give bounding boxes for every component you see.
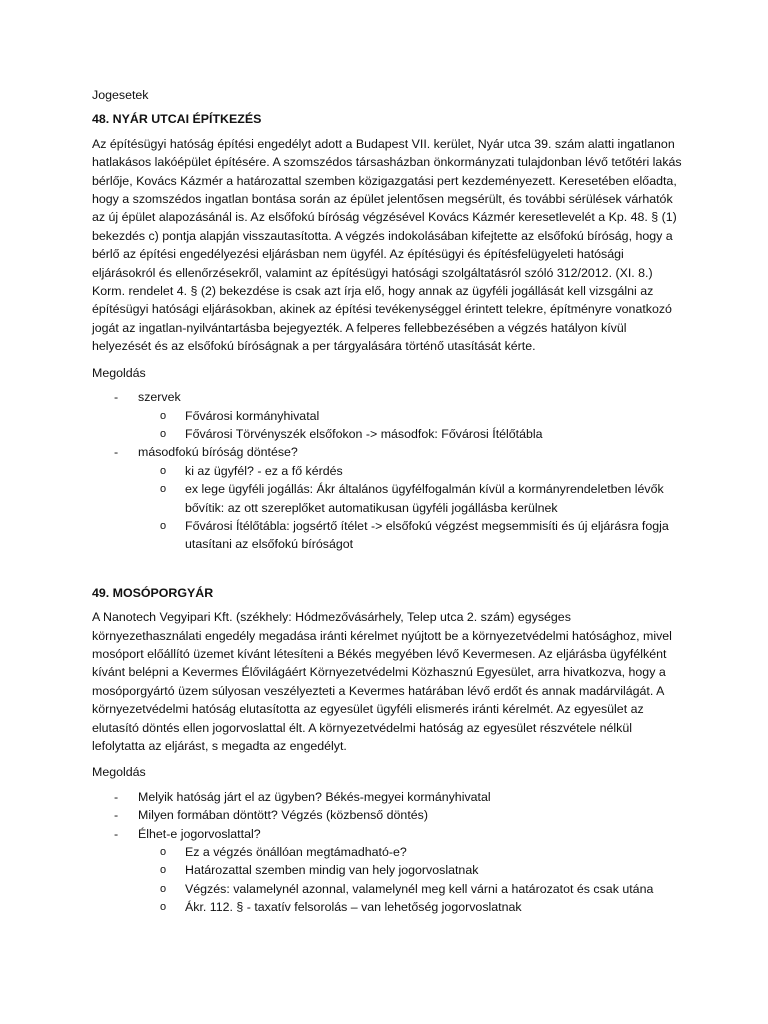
sub-list-item [138,898,682,916]
solution-list [92,388,682,554]
sub-list-item [138,880,682,898]
list-item [92,388,682,443]
list-item [92,443,682,553]
list-item-text: Élhet-e jogorvoslattal? [138,826,261,841]
list-item-text: másodfokú bíróság döntése? [138,445,298,460]
case-48 [92,110,682,553]
sub-list-item [138,843,682,861]
list-item [92,806,682,824]
solution-label: Megoldás [92,365,146,380]
sub-list-item [138,462,682,480]
document-page [92,86,682,917]
dash-bullet: - [114,808,119,823]
case-49 [92,584,682,917]
section-spacer [92,554,682,584]
list-item [92,788,682,806]
sub-list-item [138,861,682,879]
dash-bullet: - [114,826,119,841]
sub-list [138,407,682,444]
dash-bullet: - [114,390,119,405]
solution-list [92,788,682,917]
circle-bullet: o [160,519,167,532]
sub-list-item-text: Határozattal szemben mindig van hely jogorvoslatnak [185,863,479,878]
circle-bullet: o [160,483,167,496]
document-title: Jogesetek [92,88,149,102]
sub-list-item-text: ki az ügyfél? - ez a fő kérdés [185,463,343,478]
case-heading: 48. NYÁR UTCAI ÉPÍTKEZÉS [92,112,262,127]
dash-bullet: - [114,789,119,804]
case-paragraph: A Nanotech Vegyipari Kft. (székhely: Hódmezővásárhely, Telep utca 2. szám) egységes környezethasználati engedély megadása iránti kérelmet nyújtott be a környezetvédelmi hatósághoz, mivel mosóport előállító üzemet kívánt létesíteni a Békés megyében lévő Kevermesen. Az eljárásba ügyfélként kívánt belépni a Kevermes Élővilágáért Környezetvédelmi Közhasznú Egyesület, arra hivatkozva, hogy a mosóporgyártó üzem súlyosan veszélyezteti a Kevermes határában lévő erdőt és annak madárvilágát. A környezetvédelmi hatóság elutasította az egyesület ügyféli elismerés iránti kérelmét. Az egyesület az elutasító döntés ellen jogorvoslattal élt. A környezetvédelmi hatóság az egyesület részvétele nélkül lefolytatta az eljárást, s megadta az engedélyt. [92,610,672,753]
list-item [92,825,682,917]
sub-list-item-text: Ez a végzés önállóan megtámadható-e? [185,845,407,860]
solution-label: Megoldás [92,765,146,780]
sub-list [138,843,682,917]
circle-bullet: o [160,464,167,477]
sub-list-item [138,517,682,554]
case-heading: 49. MOSÓPORGYÁR [92,585,214,600]
list-item-text: Melyik hatóság járt el az ügyben? Békés-megyei kormányhivatal [138,789,491,804]
circle-bullet: o [160,882,167,895]
circle-bullet: o [160,901,167,914]
sub-list-item [138,425,682,443]
sub-list-item-text: Végzés: valamelynél azonnal, valamelynél meg kell várni a határozatot és csak utána [185,881,654,896]
circle-bullet: o [160,427,167,440]
sub-list-item [138,480,682,517]
sub-list-item-text: Fővárosi Ítélőtábla: jogsértő ítélet -> elsőfokú végzést megsemmisíti és új eljárásra fogja utasítani az elsőfokú bíróságot [185,518,669,552]
circle-bullet: o [160,846,167,859]
sub-list-item-text: Ákr. 112. § - taxatív felsorolás – van lehetőség jogorvoslatnak [185,900,522,915]
sub-list-item-text: Fővárosi kormányhivatal [185,408,320,423]
sub-list-item-text: Fővárosi Törvényszék elsőfokon -> másodfok: Fővárosi Ítélőtábla [185,426,543,441]
circle-bullet: o [160,409,167,422]
sub-list-item [138,407,682,425]
sub-list-item-text: ex lege ügyféli jogállás: Ákr általános ügyfélfogalmán kívül a kormányrendeletben lévők bővítik: az ott szereplőket automatikusan ügyféli jogállásba kerülnek [185,482,664,515]
list-item-text: Milyen formában döntött? Végzés (közbenső döntés) [138,808,428,823]
case-paragraph: Az építésügyi hatóság építési engedélyt adott a Budapest VII. kerület, Nyár utca 39. szám alatti ingatlanon hatlakásos lakóépület építésére. A szomszédos társasházban önkormányzati tulajdonban lévő tetőtéri lakás bérlője, Kovács Kázmér a határozattal szemben közigazgatási pert kezdeményezett. Keresetében előadta, hogy a szomszédos ingatlan bontása során az épület jelentősen megsérült, és további sérülések várhatók az új épület alapozásánál is. Az elsőfokú bíróság végzésével Kovács Kázmér keresetlevelét a Kp. 48. § (1) bekezdés c) pontja alapján visszautasította. A végzés indokolásában kifejtette az elsőfokú bíróság, hogy a bérlő az építési engedélyezési eljárásban nem ügyfél. Az építésügyi és építésfelügyeleti hatósági eljárásokról és ellenőrzésekről, valamint az építésügyi hatósági szolgáltatásról szóló 312/2012. (XI. 8.) Korm. rendelet 4. § (2) bekezdése is csak azt írja elő, hogy annak az ügyféli jogállását kell vizsgálni az építésügyi hatósági eljárásokban, akinek az építési tevékenységgel érintett telekre, építményre vonatkozó jogát az ingatlan-nyilvántartásba bejegyezték. A felperes fellebbezésében a végzés hatályon kívül helyezését és az elsőfokú bíróságnak a per tárgyalására történő utasítását kérte. [92,136,682,354]
sub-list [138,462,682,554]
list-item-text: szervek [138,390,181,405]
dash-bullet: - [114,445,119,460]
circle-bullet: o [160,864,167,877]
